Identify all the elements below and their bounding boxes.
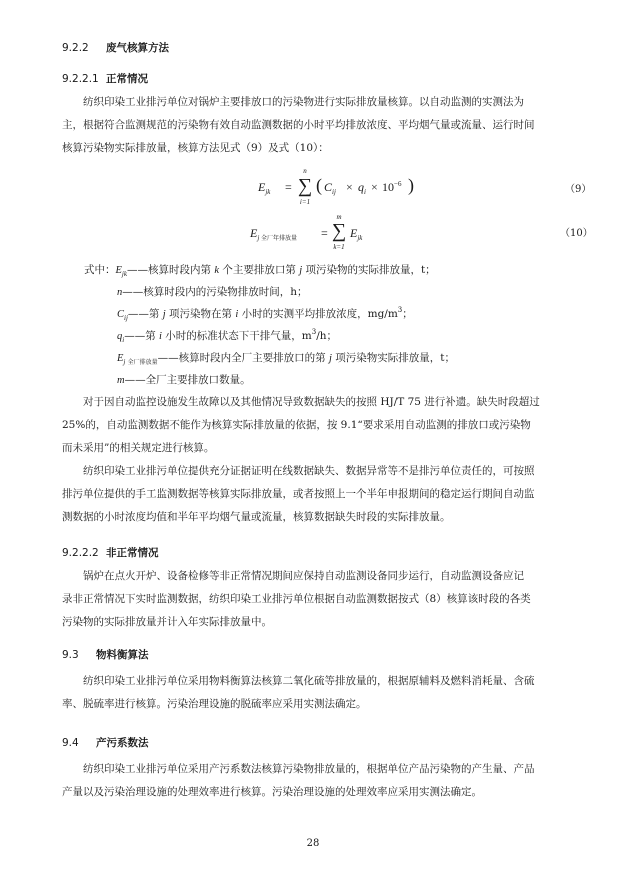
text-line: 锅炉在点火开炉、设备检修等非正常情况期间应保持自动监测设备同步运行，自动监测设备应记 bbox=[83, 570, 524, 582]
definition-e-jk bbox=[84, 262, 436, 278]
eq-subscript: ij bbox=[332, 188, 336, 196]
paragraph-missing-data bbox=[62, 391, 590, 460]
summation-icon: ∑ bbox=[331, 220, 347, 242]
paragraph-manual-data bbox=[62, 460, 590, 529]
section-heading-9-4 bbox=[62, 735, 149, 750]
summation-icon: ∑ bbox=[297, 175, 313, 197]
paragraph-emission-factor bbox=[62, 758, 590, 804]
eq-subscript: j bbox=[257, 234, 260, 242]
def-text: ——第 bbox=[127, 308, 163, 320]
text-line: 对于因自动监控设施发生故障以及其他情况导致数据缺失的按照 HJ/T 75 进行补遗。缺失时段超过 bbox=[83, 396, 540, 408]
text-line: 主，根据符合监测规范的污染物有效自动监测数据的小时平均排放浓度、平均烟气量或流量、运行时间 bbox=[62, 119, 535, 131]
sum-upper-limit: n bbox=[303, 167, 307, 175]
def-var: i bbox=[235, 309, 239, 320]
text-line: 而未采用”的相关规定进行核算。 bbox=[62, 442, 215, 454]
def-symbol: C bbox=[117, 309, 125, 320]
definition-c-ij bbox=[117, 306, 413, 322]
section-number: 9.3 bbox=[62, 649, 79, 661]
text-line: 测数据的小时浓度均值和半年平均烟气量或流量，核算数据缺失时段的实际排放量。 bbox=[62, 511, 451, 523]
section-title: 物料衡算法 bbox=[96, 649, 149, 661]
definition-intro: 式中： bbox=[84, 264, 116, 276]
definition-e-j-total bbox=[117, 350, 455, 366]
section-title: 正常情况 bbox=[106, 73, 148, 85]
text-line: 25%的，自动监测数据不能作为核算实际排放量的依据，按 9.1“要求采用自动监测的排放口或污染物 bbox=[62, 419, 531, 431]
eq-symbol: C bbox=[324, 180, 333, 194]
text-line: 纺织印染工业排污单位采用产污系数法核算污染物排放量的，根据单位产品污染物的产生量、产品 bbox=[83, 763, 535, 775]
section-heading-9-2-2-1 bbox=[62, 71, 148, 86]
section-title: 产污系数法 bbox=[96, 737, 149, 749]
paragraph-normal-intro bbox=[62, 91, 590, 160]
eq-symbol: E bbox=[258, 180, 266, 194]
def-subscript: j bbox=[123, 358, 126, 366]
text-line: 污染物的实际排放量并计入年实际排放量中。 bbox=[62, 616, 272, 628]
equation-9: $E_{jk}$ = n ∑ i=1 ( $C_{ij}$ × $q_i$ × $10^{-6}$ ) bbox=[258, 167, 414, 206]
text-line: 录非正常情况下实时监测数据，纺织印染工业排污单位根据自动监测数据按式（8）核算该时段的各类 bbox=[62, 593, 531, 605]
def-var: k bbox=[214, 265, 219, 276]
eq-number: 10 bbox=[382, 180, 394, 194]
def-text: 小时的实测平均排放浓度，mg/m bbox=[238, 308, 398, 320]
def-text: 项污染物实际排放量，t； bbox=[331, 352, 455, 364]
paragraph-material-balance bbox=[62, 670, 590, 716]
section-number: 9.2.2.1 bbox=[62, 73, 99, 85]
sum-lower-limit: k=1 bbox=[333, 243, 345, 251]
def-text: /h； bbox=[316, 330, 338, 342]
eq-symbol: E bbox=[250, 226, 258, 240]
text-line: 产量以及污染治理设施的处理效率进行核算。污染治理设施的处理效率应采用实测法确定。 bbox=[62, 786, 482, 798]
eq-subscript: i bbox=[364, 188, 366, 196]
section-number: 9.4 bbox=[62, 737, 79, 749]
def-var: j bbox=[299, 265, 303, 276]
def-symbol: E bbox=[115, 265, 122, 276]
def-superscript: 3 bbox=[311, 328, 317, 336]
section-title: 非正常情况 bbox=[106, 547, 159, 559]
def-text: 项污染物在第 bbox=[165, 308, 236, 320]
equation-10: $E_{j 全厂年排放量}$ = m ∑ k=1 $E_{jk}$ bbox=[250, 213, 363, 251]
def-subscript-label: 全厂排放量 bbox=[127, 359, 158, 366]
section-number: 9.2.2 bbox=[62, 42, 89, 54]
paragraph-abnormal bbox=[62, 565, 590, 634]
def-text: ——核算时段内第 bbox=[126, 264, 215, 276]
def-text: ——全厂主要排放口数量。 bbox=[124, 374, 251, 386]
eq-symbol: E bbox=[350, 226, 358, 240]
page-number: 28 bbox=[306, 838, 320, 849]
def-symbol: q bbox=[117, 331, 123, 342]
text-line: 率、脱硫率进行核算。污染治理设施的脱硫率应采用实测法确定。 bbox=[62, 698, 367, 710]
def-subscript: jk bbox=[121, 270, 127, 278]
def-var: i bbox=[159, 331, 162, 342]
eq-subscript: jk bbox=[357, 234, 363, 242]
def-symbol: n bbox=[117, 287, 123, 298]
def-var: j bbox=[162, 309, 166, 320]
def-subscript: ij bbox=[124, 314, 128, 322]
def-symbol: E bbox=[117, 353, 124, 364]
text-line: 纺织印染工业排污单位采用物料衡算法核算二氧化硫等排放量的，根据原辅料及燃料消耗量、含硫 bbox=[83, 675, 535, 687]
def-var: j bbox=[328, 353, 332, 364]
text-line: 排污单位提供的手工监测数据等核算实际排放量，或者按照上一个半年申报期间的稳定运行期间自动监 bbox=[62, 488, 535, 500]
def-text: 小时的标准状态下干排气量，m bbox=[161, 330, 312, 342]
section-heading-9-2-2 bbox=[62, 40, 169, 55]
def-text: ——第 bbox=[124, 330, 160, 342]
text-line: 纺织印染工业排污单位对锅炉主要排放口的污染物进行实际排放量核算。以自动监测的实测法为 bbox=[83, 96, 524, 108]
definition-n bbox=[117, 284, 308, 299]
def-text: ——核算时段内全厂主要排放口的第 bbox=[157, 352, 329, 364]
eq-exponent: −6 bbox=[394, 180, 402, 188]
section-number: 9.2.2.2 bbox=[62, 547, 99, 559]
def-text: ； bbox=[402, 308, 413, 320]
definition-q-i bbox=[117, 328, 337, 344]
sum-lower-limit: i=1 bbox=[299, 198, 311, 206]
def-text: ——核算时段内的污染物排放时间，h； bbox=[122, 286, 308, 298]
definition-m bbox=[117, 372, 251, 387]
equation-number-10: （10） bbox=[560, 228, 593, 239]
text-line: 核算污染物实际排放量，核算方法见式（9）及式（10）： bbox=[62, 142, 329, 154]
equation-number-9: （9） bbox=[565, 184, 592, 195]
text-line: 纺织印染工业排污单位提供充分证据证明在线数据缺失、数据异常等不是排污单位责任的，可按照 bbox=[83, 465, 535, 477]
def-subscript: i bbox=[122, 336, 125, 344]
def-superscript: 3 bbox=[397, 306, 403, 314]
section-heading-9-3 bbox=[62, 647, 149, 662]
def-text: 个主要排放口第 bbox=[219, 264, 300, 276]
section-title: 废气核算方法 bbox=[106, 42, 169, 54]
def-symbol: m bbox=[117, 375, 125, 386]
eq-subscript-label: 全厂年排放量 bbox=[261, 236, 298, 242]
eq-subscript: jk bbox=[265, 188, 271, 196]
eq-symbol: q bbox=[358, 180, 364, 194]
sum-upper-limit: m bbox=[336, 213, 342, 221]
section-heading-9-2-2-2 bbox=[62, 545, 159, 560]
def-text: 项污染物的实际排放量，t； bbox=[302, 264, 436, 276]
